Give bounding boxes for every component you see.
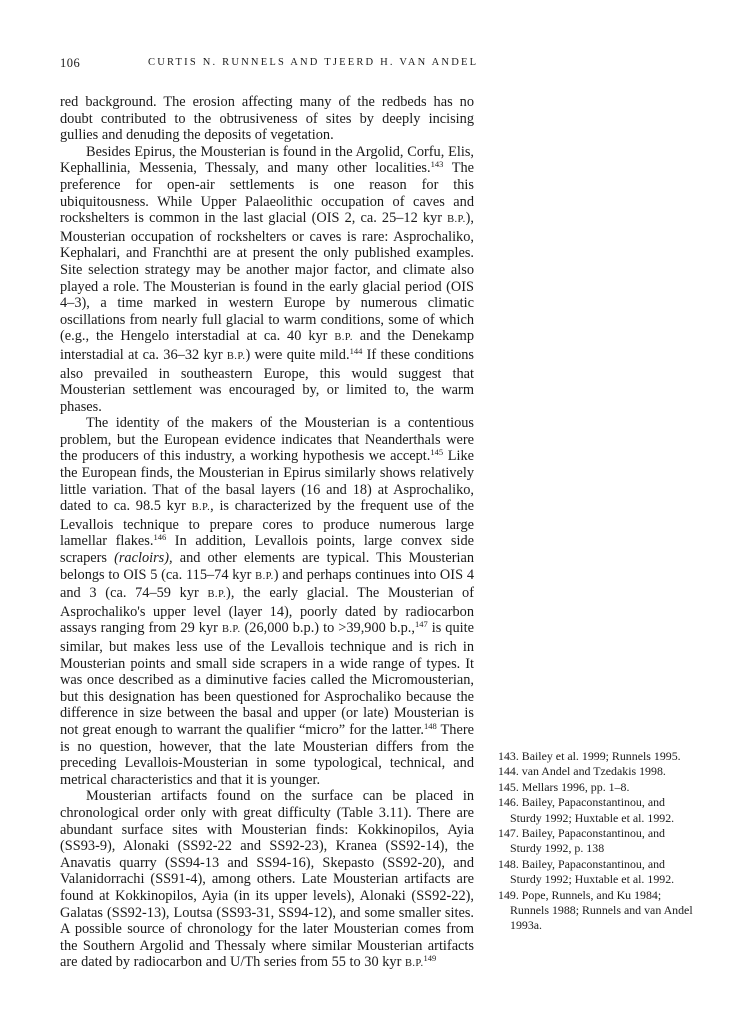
footnote-148: 148. Bailey, Papaconstantinou, and Sturdy 1992; Huxtable et al. 1992. <box>498 856 675 887</box>
footnote-ref-145[interactable]: 145 <box>430 447 444 458</box>
paragraph-2: Besides Epirus, the Mousterian is found in the Argolid, Corfu, Elis, Kephallinia, Messenia, Thessaly, and many other localities.$^{143}$ The preference for open-air settlements is one reason for this ubiquitousness. While Upper Palaeolithic occupation of caves and rockshelters is common in the last glacial (OIS 2, ca. 25–12 kyr B.P.), Mousterian occupation of rockshelters or caves is rare: Asprochaliko, Kephalari, and Franchthi are at present the only published examples. Site selection strategy may be another major factor, and climate also played a role. The Mousterian is found in the early glacial period (OIS 4–3), a time marked in western Europe by numerous climatic oscillations from nearly full glacial to warm conditions, some of which (e.g., the Hengelo interstadial at ca. 40 kyr B.P. and the Denekamp interstadial at ca. 36–32 kyr B.P.) were quite mild.$^{144}$ If these conditions also prevailed in southeastern Europe, this would suggest that Mousterian settlement was encouraged by, or limited to, the warm phases. <box>60 143 475 415</box>
footnote-147: 147. Bailey, Papaconstantinou, and Sturdy 1992, p. 138 <box>498 826 665 856</box>
footnote-ref-143[interactable]: 143 <box>430 159 444 170</box>
footnotes-column <box>498 749 694 934</box>
footnote-145: 145. Mellars 1996, pp. 1–8. <box>498 779 630 794</box>
paragraph-4: Mousterian artifacts found on the surface can be placed in chronological order only with great difficulty (Table 3.11). There are abundant surface sites with Mousterian finds: Kokkinopilos, Ayia (SS93-9), Alonaki (SS92-22 and SS92-23), Kranea (SS92-14), the Anavatis quarry (SS94-13 and SS94-16), Skepasto (SS92-20), and Valanidorrachi (SS91-4), among others. Late Mousterian artifacts are found at Kokkinopilos, Ayia (in its upper levels), Alonaki (SS92-22), Galatas (SS92-13), Loutsa (SS93-31, SS94-12), and some smaller sites. A possible source of chronology for the later Mousterian comes from the Southern Argolid and Thessaly where similar Mousterian artifacts are dated by radiocarbon and U/Th series from 55 to 30 kyr B.P.$^{149}$ <box>60 788 474 971</box>
footnote-143: 143. Bailey et al. 1999; Runnels 1995. <box>498 749 681 763</box>
running-head: CURTIS N. RUNNELS AND TJEERD H. VAN ANDEL <box>148 57 479 68</box>
page-number: 106 <box>60 56 81 70</box>
footnote-ref-144[interactable]: 144 <box>349 345 363 356</box>
footnote-146: 146. Bailey, Papaconstantinou, and Sturdy 1992; Huxtable et al. 1992. <box>498 795 675 825</box>
footnote-ref-149[interactable]: 149 <box>423 953 437 964</box>
footnote-ref-146[interactable]: 146 <box>153 532 167 543</box>
footnote-149: 149. Pope, Runnels, and Ku 1984; Runnels 1988; Runnels and van Andel 1993a. <box>498 887 693 933</box>
main-text <box>60 94 474 973</box>
footnote-ref-148[interactable]: 148 <box>423 720 437 731</box>
paragraph-1: red background. The erosion affecting many of the redbeds has no doubt contributed to the obtrusiveness of sites by deeply incising gullies and denuding the deposits of vegetation. <box>60 94 474 144</box>
footnote-ref-147[interactable]: 147 <box>414 619 428 630</box>
footnote-144: 144. van Andel and Tzedakis 1998. <box>498 764 666 779</box>
paragraph-3: The identity of the makers of the Mousterian is a contentious problem, but the European evidence indicates that Neanderthals were the producers of this industry, a working hypothesis we accept.$^{145}$ Like the European finds, the Mousterian in Epirus similarly shows relatively little variation. That of the basal layers (16 and 18) at Asprochaliko, dated to ca. 98.5 kyr B.P., is characterized by the frequent use of the Levallois technique to prepare cores to produce numerous large lamellar flakes.$^{146}$ In addition, Levallois points, large convex side scrapers (racloirs), and other elements are typical. This Mousterian belongs to OIS 5 (ca. 115–74 kyr B.P.) and perhaps continues into OIS 4 and 3 (ca. 74–59 kyr B.P.), the early glacial. The Mousterian of Asprochaliko's upper level (layer 14), poorly dated by radiocarbon assays ranging from 29 kyr B.P. (26,000 b.p.) to >39,900 b.p.,$^{147}$ is quite similar, but makes less use of the Levallois technique and is rich in Mousterian points and small side scrapers in a wide range of types. It was once described as a diminutive facies called the Micromousterian, but this designation has been questioned for Asprochaliko because the difference in size between the basal and upper (or late) Mousterian is not great enough to warrant the qualifier “micro” for the latter.$^{148}$ There is no question, however, that the late Mousterian differs from the preceding Levallois-Mousterian in some typological, technical, and metrical characteristics and that it is younger. <box>60 415 475 788</box>
